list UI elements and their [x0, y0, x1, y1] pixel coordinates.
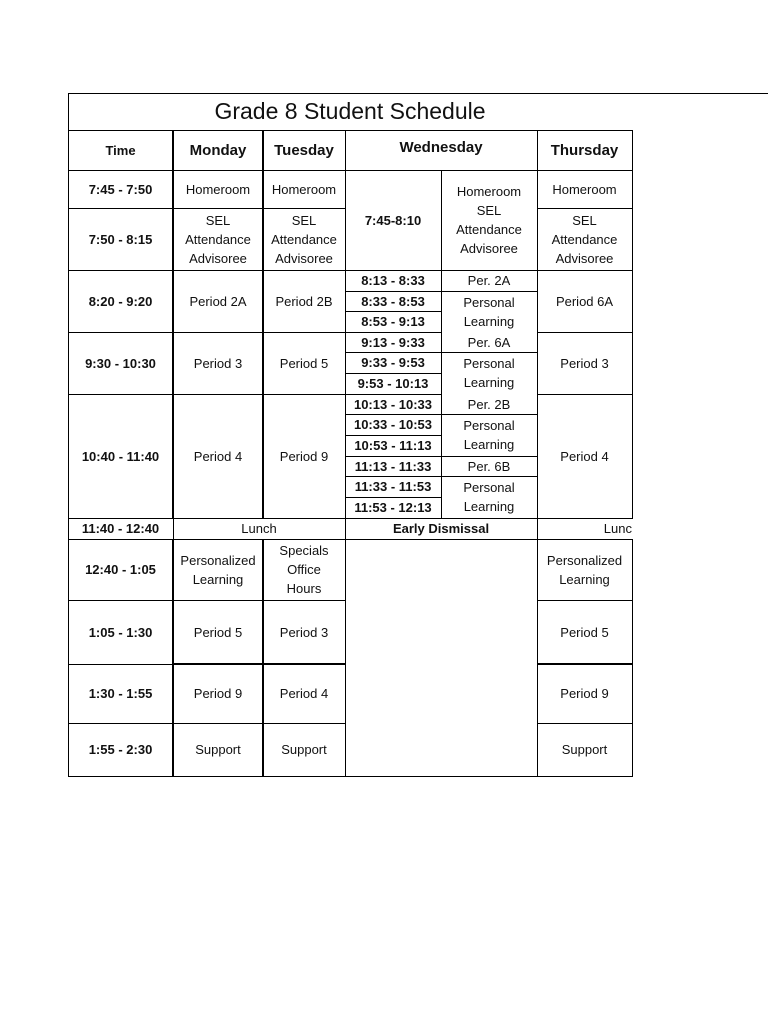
thursday-entry: Period 6A	[555, 293, 614, 309]
time-slot: 1:55 - 2:30	[88, 742, 153, 757]
grid-line	[632, 130, 633, 519]
wednesday-block-activity: Homeroom SEL Attendance Advisoree	[456, 184, 522, 256]
wednesday-time-slot: 10:13 - 10:33	[353, 396, 433, 412]
monday-entry: Support	[195, 742, 241, 757]
thursday-entry: Support	[561, 742, 608, 757]
wednesday-time-slot: 11:53 - 12:13	[354, 500, 432, 515]
wednesday-time-slot: 10:33 - 10:53	[353, 417, 433, 432]
monday-entry: Personalized Learning	[180, 552, 256, 587]
time-slot: 8:20 - 9:20	[88, 293, 153, 309]
monday-entry: Period 3	[193, 355, 243, 371]
tuesday-entry: Period 3	[279, 624, 329, 640]
wednesday-period: Per. 6B	[467, 458, 511, 474]
monday-entry: Period 9	[193, 686, 243, 701]
grid-line	[632, 539, 633, 777]
tuesday-entry: Period 2B	[275, 293, 333, 309]
time-slot: 1:30 - 1:55	[88, 686, 153, 701]
thursday-entry: Personalized Learning	[546, 552, 623, 587]
wednesday-personal-learning: Personal Learning	[463, 356, 515, 390]
header-thursday: Thursday	[550, 141, 619, 159]
time-slot: 1:05 - 1:30	[88, 624, 153, 640]
time-slot: 12:40 - 1:05	[85, 562, 156, 577]
thursday-entry: Period 9	[560, 686, 609, 701]
header-time: Time	[105, 142, 136, 158]
wednesday-time-slot: 9:53 - 10:13	[357, 376, 429, 391]
lunch-thursday-cell: Lunc	[603, 521, 632, 536]
thursday-entry: SEL Attendance Advisoree	[551, 212, 618, 266]
monday-entry: Period 2A	[189, 293, 247, 309]
time-slot: 11:40 - 12:40	[81, 521, 160, 536]
monday-entry: SEL Attendance Advisoree	[185, 212, 251, 266]
wednesday-time-slot: 9:33 - 9:53	[361, 355, 425, 370]
time-slot: 7:45 - 7:50	[88, 181, 153, 197]
wednesday-time-slot: 8:33 - 8:53	[361, 293, 425, 309]
wednesday-personal-learning: Personal Learning	[463, 480, 515, 514]
wednesday-time-slot: 11:13 - 11:33	[354, 458, 432, 474]
wednesday-period: Per. 2B	[467, 396, 511, 412]
lunch-cell: Lunch	[241, 521, 277, 536]
tuesday-entry: SEL Attendance Advisoree	[271, 212, 337, 266]
monday-entry: Period 5	[193, 624, 243, 640]
wednesday-time-slot: 11:33 - 11:53	[354, 479, 432, 494]
thursday-entry: Homeroom	[552, 181, 617, 197]
early-dismissal-cell: Early Dismissal	[392, 521, 490, 536]
time-slot: 7:50 - 8:15	[88, 231, 153, 247]
tuesday-entry: Period 5	[279, 355, 329, 371]
tuesday-entry: Period 4	[279, 686, 329, 701]
tuesday-entry: Homeroom	[271, 181, 337, 197]
wednesday-period: Per. 6A	[467, 334, 511, 350]
wednesday-time-slot: 9:13 - 9:33	[361, 334, 425, 350]
thursday-entry: Period 4	[560, 448, 609, 464]
wednesday-period: Per. 2A	[467, 273, 511, 288]
wednesday-personal-learning: Personal Learning	[463, 418, 515, 452]
grid-line	[68, 776, 633, 777]
header-wednesday: Wednesday	[399, 138, 483, 156]
wednesday-time-slot: 10:53 - 11:13	[354, 438, 432, 453]
thursday-entry: Period 3	[560, 355, 609, 371]
wednesday-personal-learning: Personal Learning	[463, 294, 515, 329]
monday-entry: Period 4	[193, 448, 243, 464]
tuesday-entry: Period 9	[279, 448, 329, 464]
thursday-entry: Period 5	[560, 624, 609, 640]
tuesday-entry: Specials Office Hours	[279, 543, 329, 596]
time-slot: 9:30 - 10:30	[85, 355, 156, 371]
monday-entry: Homeroom	[185, 181, 251, 197]
schedule-title: Grade 8 Student Schedule	[214, 98, 486, 124]
wednesday-block-time: 7:45-8:10	[364, 212, 422, 228]
tuesday-entry: Support	[281, 742, 327, 757]
time-slot: 10:40 - 11:40	[81, 448, 160, 464]
wednesday-time-slot: 8:53 - 9:13	[361, 314, 425, 329]
header-tuesday: Tuesday	[274, 141, 334, 159]
wednesday-time-slot: 8:13 - 8:33	[361, 273, 425, 288]
header-monday: Monday	[189, 141, 247, 159]
